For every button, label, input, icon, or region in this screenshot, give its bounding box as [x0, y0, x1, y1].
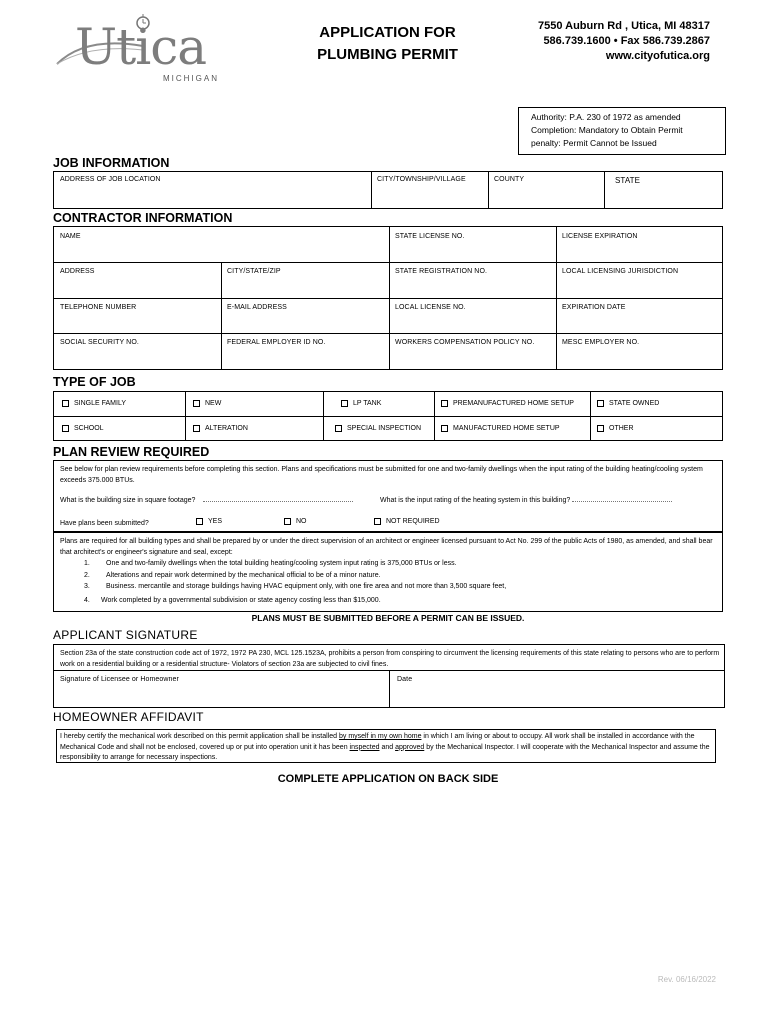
- heating-rating-question: What is the input rating of the heating system in this building?: [380, 494, 672, 506]
- homeowner-affidavit-text: I hereby certify the mechanical work described on this permit application shall be installed by myself in my own home in which I am living or about to occupy. All work shall be installed in accordance with the Mechanical Code and shall not be enclosed, covered up or put into operation unit it has been inspected and approved by the Mechanical Inspector. I will cooperate with the Mechanical Inspector and assume the responsibility to arrange for necessary inspections.: [60, 733, 710, 761]
- checkbox-icon[interactable]: [62, 400, 69, 407]
- job-county-field[interactable]: COUNTY: [494, 176, 525, 183]
- contractor-table: [53, 226, 723, 370]
- checkbox-icon[interactable]: [441, 400, 448, 407]
- homeowner-heading: HOMEOWNER AFFIDAVIT: [53, 710, 204, 724]
- plans-not-required-option[interactable]: NOT REQUIRED: [374, 518, 440, 525]
- exception-4: Work completed by a governmental subdivision or state agency costing less than $15,000.: [101, 597, 381, 604]
- contractor-address-field[interactable]: ADDRESS: [60, 268, 95, 275]
- job-state-field[interactable]: STATE: [615, 176, 641, 185]
- city-state-zip-field[interactable]: CITY/STATE/ZIP: [227, 268, 281, 275]
- page-title: [300, 22, 475, 66]
- type-of-job-table: [53, 391, 723, 441]
- website: www.cityofutica.org: [605, 50, 710, 62]
- exception-2-number: 2.: [84, 572, 90, 579]
- plans-notice: PLANS MUST BE SUBMITTED BEFORE A PERMIT CAN BE ISSUED.: [251, 613, 525, 623]
- plan-requirements-box: [53, 532, 723, 612]
- federal-id-field[interactable]: FEDERAL EMPLOYER ID NO.: [227, 339, 326, 346]
- plans-yes-option[interactable]: YES: [196, 518, 222, 525]
- email-field[interactable]: E-MAIL ADDRESS: [227, 304, 287, 311]
- contractor-name-field[interactable]: NAME: [60, 233, 81, 240]
- plan-review-intro: See below for plan review requirements before completing this section. Plans and specifications must be submitted for one and two-family dwellings when the input rating of the building heating/cooling system exceeds 375.000 BTUs.: [60, 466, 703, 484]
- city-logo: [55, 14, 225, 88]
- plans-submitted-question: Have plans been submitted?: [60, 520, 149, 527]
- phone-fax: 586.739.1600 • Fax 586.739.2867: [543, 35, 710, 47]
- local-license-field[interactable]: LOCAL LICENSE NO.: [395, 304, 466, 311]
- address: 7550 Auburn Rd , Utica, MI 48317: [538, 20, 710, 32]
- checkbox-icon[interactable]: [335, 425, 342, 432]
- plan-requirements-text: Plans are required for all building types and shall be prepared by or under the direct supervision of an architect or engineer licensed pursuant to Act No. 299 of the public Acts of 1980, as amended, and shall bear that architect's or engineer's signature and seal, except:: [60, 538, 713, 556]
- school-option[interactable]: SCHOOL: [62, 425, 104, 432]
- special-inspection-option[interactable]: SPECIAL INSPECTION: [335, 425, 421, 432]
- plans-no-option[interactable]: NO: [284, 518, 307, 525]
- telephone-field[interactable]: TELEPHONE NUMBER: [60, 304, 137, 311]
- checkbox-icon[interactable]: [284, 518, 291, 525]
- authority-line-3: penalty: Permit Cannot be Issued: [531, 138, 657, 148]
- single-family-option[interactable]: SINGLE FAMILY: [62, 400, 126, 407]
- homeowner-box: [56, 729, 716, 763]
- alteration-option[interactable]: ALTERATION: [193, 425, 248, 432]
- checkbox-icon[interactable]: [374, 518, 381, 525]
- checkbox-icon[interactable]: [193, 400, 200, 407]
- lp-tank-option[interactable]: LP TANK: [341, 400, 381, 407]
- new-option[interactable]: NEW: [193, 400, 221, 407]
- other-option[interactable]: OTHER: [597, 425, 634, 432]
- exception-4-number: 4.: [84, 597, 90, 604]
- state-owned-option[interactable]: STATE OWNED: [597, 400, 659, 407]
- building-size-input[interactable]: [203, 494, 353, 502]
- checkbox-icon[interactable]: [441, 425, 448, 432]
- exception-2: Alterations and repair work determined by the mechanical official to be of a minor nature.: [106, 572, 381, 579]
- applicant-box: [53, 644, 725, 708]
- applicant-heading: APPLICANT SIGNATURE: [53, 628, 198, 642]
- building-size-question: What is the building size in square footage?: [60, 494, 353, 506]
- authority-line-2: Completion: Mandatory to Obtain Permit: [531, 125, 683, 135]
- signature-field[interactable]: Signature of Licensee or Homeowner: [60, 676, 179, 683]
- logo-text: Utica: [75, 18, 207, 76]
- license-expiration-field[interactable]: LICENSE EXPIRATION: [562, 233, 638, 240]
- complete-back-notice: COMPLETE APPLICATION ON BACK SIDE: [277, 773, 499, 785]
- expiration-date-field[interactable]: EXPIRATION DATE: [562, 304, 626, 311]
- title-line-2: PLUMBING PERMIT: [317, 46, 458, 63]
- manufactured-option[interactable]: MANUFACTURED HOME SETUP: [441, 425, 560, 432]
- job-info-heading: JOB INFORMATION: [53, 156, 170, 170]
- local-jurisdiction-field[interactable]: LOCAL LICENSING JURISDICTION: [562, 268, 679, 275]
- checkbox-icon[interactable]: [597, 400, 604, 407]
- revision-date: Rev. 06/16/2022: [657, 975, 716, 984]
- workers-comp-field[interactable]: WORKERS COMPENSATION POLICY NO.: [395, 339, 535, 346]
- job-info-table: [53, 171, 723, 209]
- state-registration-field[interactable]: STATE REGISTRATION NO.: [395, 268, 488, 275]
- job-city-field[interactable]: CITY/TOWNSHIP/VILLAGE: [377, 176, 466, 183]
- mesc-employer-field[interactable]: MESC EMPLOYER NO.: [562, 339, 640, 346]
- ssn-field[interactable]: SOCIAL SECURITY NO.: [60, 339, 139, 346]
- heating-rating-input[interactable]: [572, 494, 672, 502]
- checkbox-icon[interactable]: [597, 425, 604, 432]
- checkbox-icon[interactable]: [341, 400, 348, 407]
- checkbox-icon[interactable]: [62, 425, 69, 432]
- premanufactured-option[interactable]: PREMANUFACTURED HOME SETUP: [441, 400, 574, 407]
- checkbox-icon[interactable]: [196, 518, 203, 525]
- date-field[interactable]: Date: [397, 676, 413, 683]
- title-line-1: APPLICATION FOR: [319, 24, 456, 41]
- exception-1: One and two-family dwellings when the total building heating/cooling system input rating is 375,000 BTUs or less.: [106, 560, 457, 567]
- state-license-field[interactable]: STATE LICENSE NO.: [395, 233, 465, 240]
- plan-review-heading: PLAN REVIEW REQUIRED: [53, 445, 210, 459]
- job-address-field[interactable]: ADDRESS OF JOB LOCATION: [60, 176, 161, 183]
- authority-line-1: Authority: P.A. 230 of 1972 as amended: [531, 112, 681, 122]
- type-of-job-heading: TYPE OF JOB: [53, 375, 136, 389]
- applicant-legal-text: Section 23a of the state construction code act of 1972, 1972 PA 230, MCL 125.1523A, prohibits a person from conspiring to circumvent the licensing requirements of this state relating to persons who are to perform work on a residential building or a residential structure- Violators of section 23a are subjected to civil fines.: [60, 650, 720, 668]
- logo-subtitle: MICHIGAN: [163, 74, 219, 83]
- authority-box: [518, 107, 726, 155]
- exception-3: Business. mercantile and storage buildings having HVAC equipment only, with one fire area and not more than 3,500 square feet,: [106, 583, 507, 590]
- exception-1-number: 1.: [84, 560, 90, 567]
- checkbox-icon[interactable]: [193, 425, 200, 432]
- plan-review-box: [53, 460, 723, 532]
- contractor-heading: CONTRACTOR INFORMATION: [53, 211, 233, 225]
- exception-3-number: 3.: [84, 583, 90, 590]
- contact-info: [500, 19, 710, 64]
